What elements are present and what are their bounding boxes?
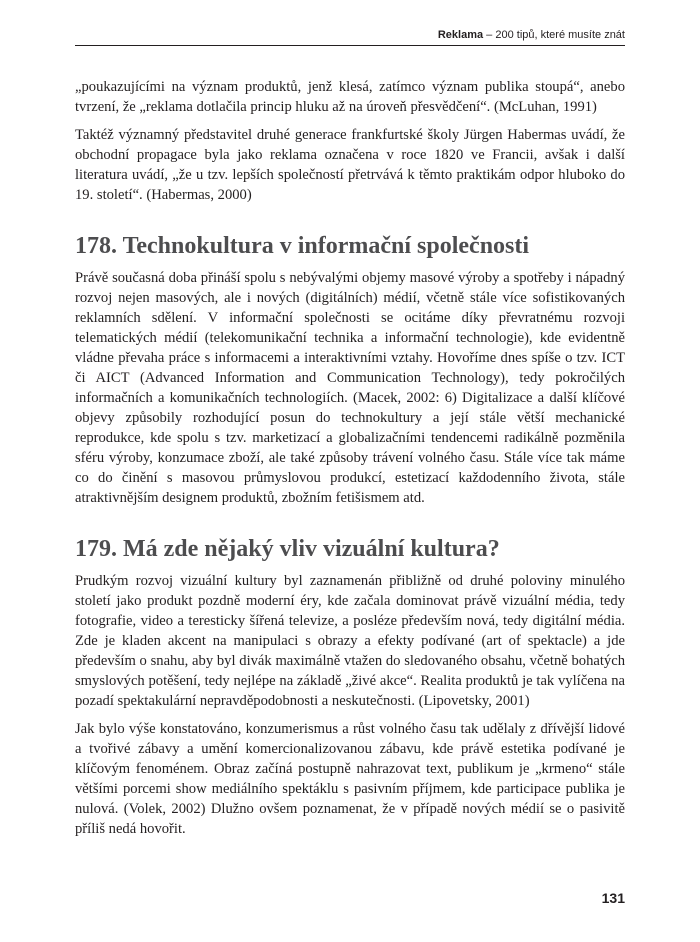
- section-178-paragraph-1: Právě současná doba přináší spolu s nebývalými objemy masové výroby a spotřeby i nápadný rozvoj nejen masových, ale i nových (digitálních) médií, včetně stále více sofistikovaných reklamních sdělení. V informační společnosti se ocitáme díky převratnému rozvoji telematických médií (telekomunikační technika a informační technologie), kde evidentně vládne převaha práce s informacemi a interaktivními vztahy. Hovoříme dnes spíše o tzv. ICT či AICT (Advanced Information and Communication Technology), tedy pokročilých informačních a komunikačních technologiích. (Macek, 2002: 6) Digitalizace a další klíčové objevy způsobily rozhodující posun do technokultury a její stále větší mechanické reprodukce, kde spolu s tzv. marketizací a globalizačními tendencemi radikálně pozměnila sféru výroby, konzumace zboží, ale také způsoby trávení volného času. Stále více tak máme co do činění s masovou průmyslovou produkcí, estetizací každodenního života, stále atraktivnějším designem produktů, zbožním fetišismem atd.: [75, 270, 625, 506]
- section-178-heading: 178. Technokultura v informační společnosti: [75, 233, 530, 259]
- page-number: 131: [601, 890, 625, 906]
- section-179-paragraph-2: Jak bylo výše konstatováno, konzumerismus a růst volného času tak udělaly z dřívější lidové a tvořivé zábavy a umění komercionalizovanou zábavu, kde právě estetika podívané je klíčovým fenoménem. Obraz začíná postupně nahrazovat text, publikum je „krmeno“ stále většími porcemi show mediálního spektáklu s pasivním příjmem, kde participace publika je nulová. (Volek, 2002) Dlužno ovšem poznamenat, že v případě nových médií se o pasivitě příliš nedá hovořit.: [75, 721, 625, 837]
- running-header: [75, 29, 625, 41]
- section-179-paragraph-1: Prudkým rozvoj vizuální kultury byl zaznamenán přibližně od druhé poloviny minulého století jako produkt pozdně moderní éry, kde začala dominovat právě vizuální média, tedy fotografie, video a teresticky šířená televize, a posléze především nová, tedy digitální média. Zde je kladen akcent na manipulaci s obrazy a efekty podívané (art of spektacle) a jde především o snahu, aby byl divák maximálně vtažen do sledovaného obsahu, včetně bohatých smyslových potěšení, tedy nejlépe na základě „živé akce“. Realita produktů je tak vylíčena na pozadí spektakulární nepravděpodobnosti a neskutečnosti. (Lipovetsky, 2001): [75, 573, 625, 709]
- book-subtitle: 200 tipů, které musíte znát: [495, 29, 625, 41]
- header-rule: [75, 45, 625, 46]
- page-body: [75, 77, 625, 847]
- intro-paragraph-1: „poukazujícími na význam produktů, jenž klesá, zatímco význam publika stoupá“, anebo tvrzení, že „reklama dotlačila princip hluku až na úroveň přesvědčení“. (McLuhan, 1991): [75, 79, 625, 115]
- header-separator: –: [483, 29, 496, 41]
- section-179-heading: 179. Má zde nějaký vliv vizuální kultura?: [75, 536, 500, 562]
- book-title: Reklama: [437, 29, 484, 41]
- intro-paragraph-2: Taktéž významný představitel druhé generace frankfurtské školy Jürgen Habermas uvádí, že obchodní propagace byla jako reklama označena v roce 1820 ve Francii, avšak i další literatura uvádí, „že u tzv. lepších společností přetrvává k těmto praktikám odpor hluboko do 19. století“. (Habermas, 2000): [75, 127, 625, 203]
